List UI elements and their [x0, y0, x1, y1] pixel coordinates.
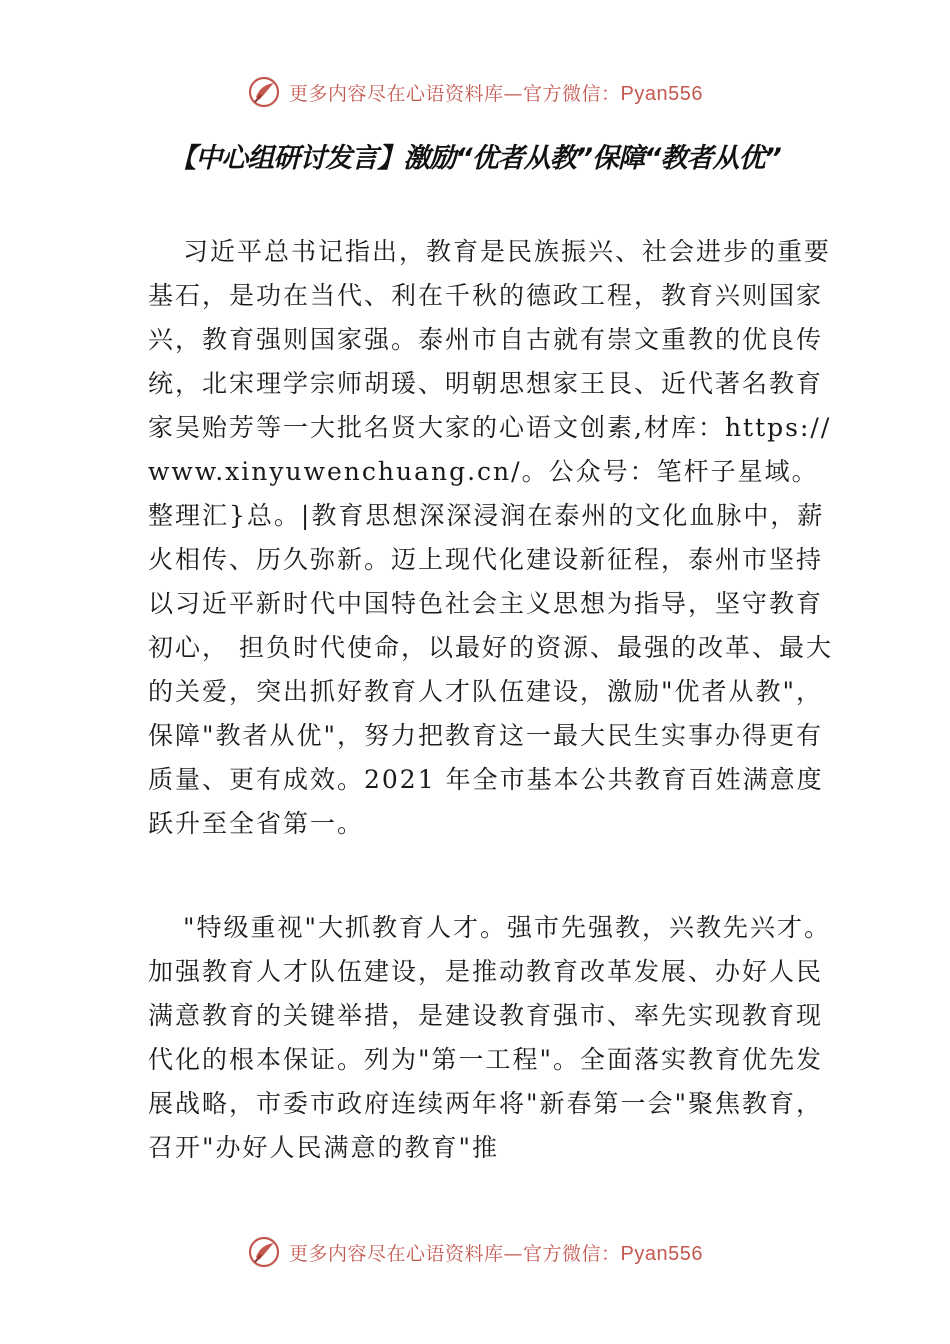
paragraph-1: 习近平总书记指出，教育是民族振兴、社会进步的重要基石，是功在当代、利在千秋的德政工程，教育兴则国家兴，教育强则国家强。泰州市自古就有崇文重教的优良传统，北宋理学宗师胡瑗、明朝思想家王艮、近代著名教育家吴贻芳等一大批名贤大家的心语文创素,材库：https://www.xinyuwenchuang.cn/。公众号：笔杆子星域。整理汇}总。|教育思想深深浸润在泰州的文化血脉中，薪火相传、历久弥新。迈上现代化建设新征程，泰州市坚持以习近平新时代中国特色社会主义思想为指导，坚守教育初心， 担负时代使命，以最好的资源、最强的改革、最大的关爱，突出抓好教育人才队伍建设，激励"优者从教"， 保障"教者从优"，努力把教育这一最大民生实事办得更有质量、更有成效。2021 年全市基本公共教育百姓满意度跃升至全省第一。 — [148, 237, 833, 838]
library-logo-icon — [247, 75, 281, 109]
footer-banner-text: 更多内容尽在心语资料库—官方微信：Pyan556 — [289, 1242, 703, 1265]
header-wechat-handle: Pyan556 — [620, 82, 703, 105]
footer-wechat-handle: Pyan556 — [620, 1242, 703, 1265]
header-banner — [0, 72, 950, 112]
document-body-1 — [148, 230, 838, 846]
footer-banner — [0, 1232, 950, 1272]
paragraph-2: "特级重视"大抓教育人才。强市先强教，兴教先兴才。加强教育人才队伍建设，是推动教育改革发展、办好人民满意教育的关键举措，是建设教育强市、率先实现教育现代化的根本保证。列为"第一工程"。全面落实教育优先发展战略，市委市政府连续两年将"新春第一会"聚焦教育，召开"办好人民满意的教育"推 — [148, 913, 832, 1162]
document-body-2 — [148, 906, 838, 1170]
library-logo-icon — [247, 1235, 281, 1269]
document-title: 【中心组研讨发言】激励“优者从教”保障“教者从优” — [169, 143, 781, 174]
header-banner-text: 更多内容尽在心语资料库—官方微信：Pyan556 — [289, 82, 703, 105]
